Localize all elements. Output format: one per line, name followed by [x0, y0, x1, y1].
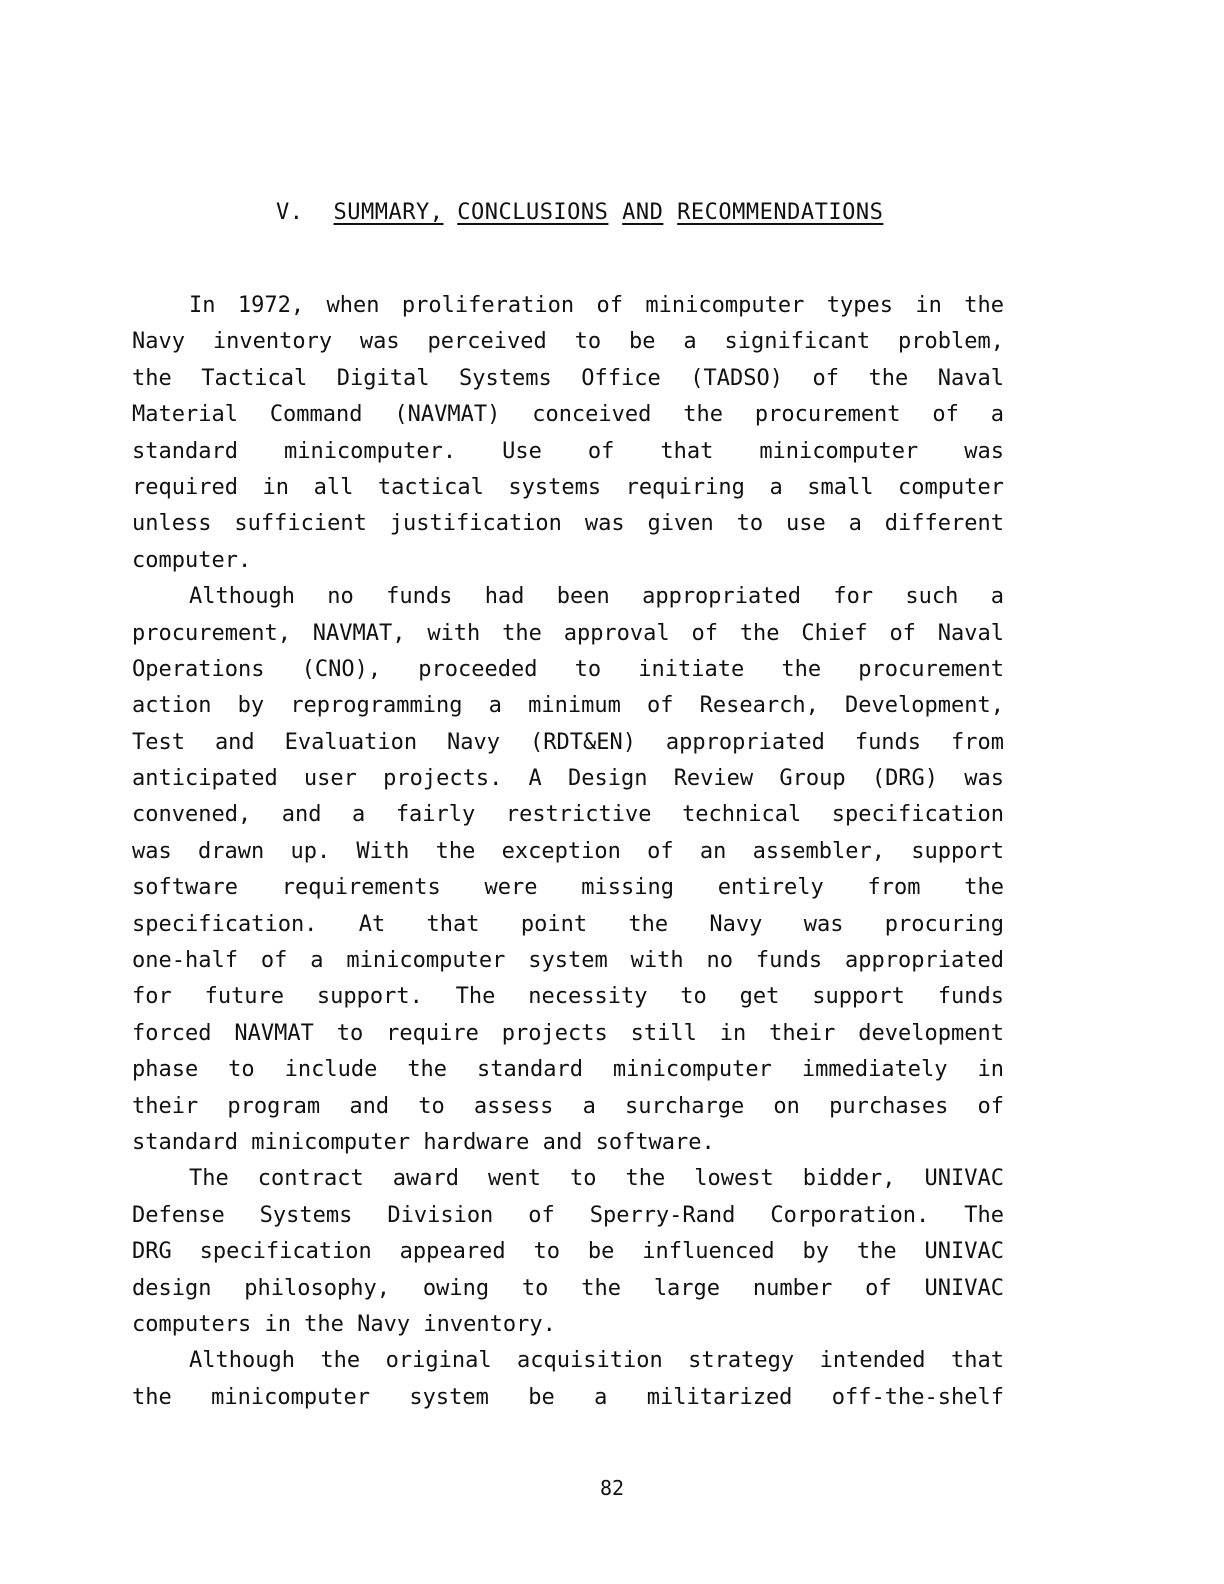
text-line: the minicomputer system be a militarized off-the-shelf [132, 1384, 1004, 1410]
text-line: The contract award went to the lowest bidder, UNIVAC [189, 1166, 1004, 1192]
text-line: DRG specification appeared to be influenced by the UNIVAC [132, 1239, 1004, 1265]
heading-word: CONCLUSIONS [457, 200, 609, 225]
text-line: convened, and a fairly restrictive technical specification [132, 802, 1004, 828]
text-line: their program and to assess a surcharge on purchases of [132, 1093, 1004, 1119]
text-line: procurement, NAVMAT, with the approval of the Chief of Naval [132, 620, 1004, 646]
text-line: In 1972, when proliferation of minicomputer types in the [189, 293, 1004, 318]
text-line: specification. At that point the Navy was procuring [132, 911, 1004, 937]
text-line: design philosophy, owing to the large number of UNIVAC [132, 1275, 1004, 1301]
text-line: standard minicomputer. Use of that minicomputer was [132, 438, 1004, 464]
text-line: standard minicomputer hardware and software. [132, 1129, 715, 1155]
section-number: V. [276, 200, 304, 225]
text-line: Defense Systems Division of Sperry-Rand Corporation. The [132, 1202, 1004, 1228]
heading-word: SUMMARY, [333, 200, 444, 225]
text-line: the Tactical Digital Systems Office (TADSO) of the Naval [132, 365, 1004, 391]
text-line: was drawn up. With the exception of an assembler, support [132, 838, 1004, 864]
text-line: Although the original acquisition strategy intended that [189, 1348, 1004, 1374]
text-line: software requirements were missing entirely from the [132, 875, 1004, 901]
text-line: for future support. The necessity to get support funds [132, 984, 1004, 1010]
text-line: phase to include the standard minicomputer immediately in [132, 1057, 1004, 1083]
body-text [132, 288, 1004, 1416]
heading-word: AND [622, 200, 664, 225]
text-line: Operations (CNO), proceeded to initiate the procurement [132, 656, 1004, 682]
section-heading [276, 200, 883, 225]
heading-word: RECOMMENDATIONS [677, 200, 884, 225]
text-line: computers in the Navy inventory. [132, 1311, 556, 1337]
text-line: Although no funds had been appropriated for such a [189, 584, 1004, 610]
text-line: one-half of a minicomputer system with no funds appropriated [132, 948, 1004, 974]
text-line: unless sufficient justification was given to use a different [132, 511, 1004, 537]
text-line: Navy inventory was perceived to be a significant problem, [132, 329, 1004, 355]
text-line: forced NAVMAT to require projects still in their development [132, 1020, 1004, 1046]
text-line: anticipated user projects. A Design Review Group (DRG) was [132, 766, 1004, 792]
text-line: Test and Evaluation Navy (RDT&EN) appropriated funds from [132, 729, 1004, 755]
text-line: required in all tactical systems requiring a small computer [132, 474, 1004, 500]
text-line: Material Command (NAVMAT) conceived the procurement of a [132, 402, 1004, 428]
text-line: computer. [132, 547, 252, 573]
page-number: 82 [599, 1476, 625, 1500]
text-line: action by reprogramming a minimum of Research, Development, [132, 693, 1004, 719]
